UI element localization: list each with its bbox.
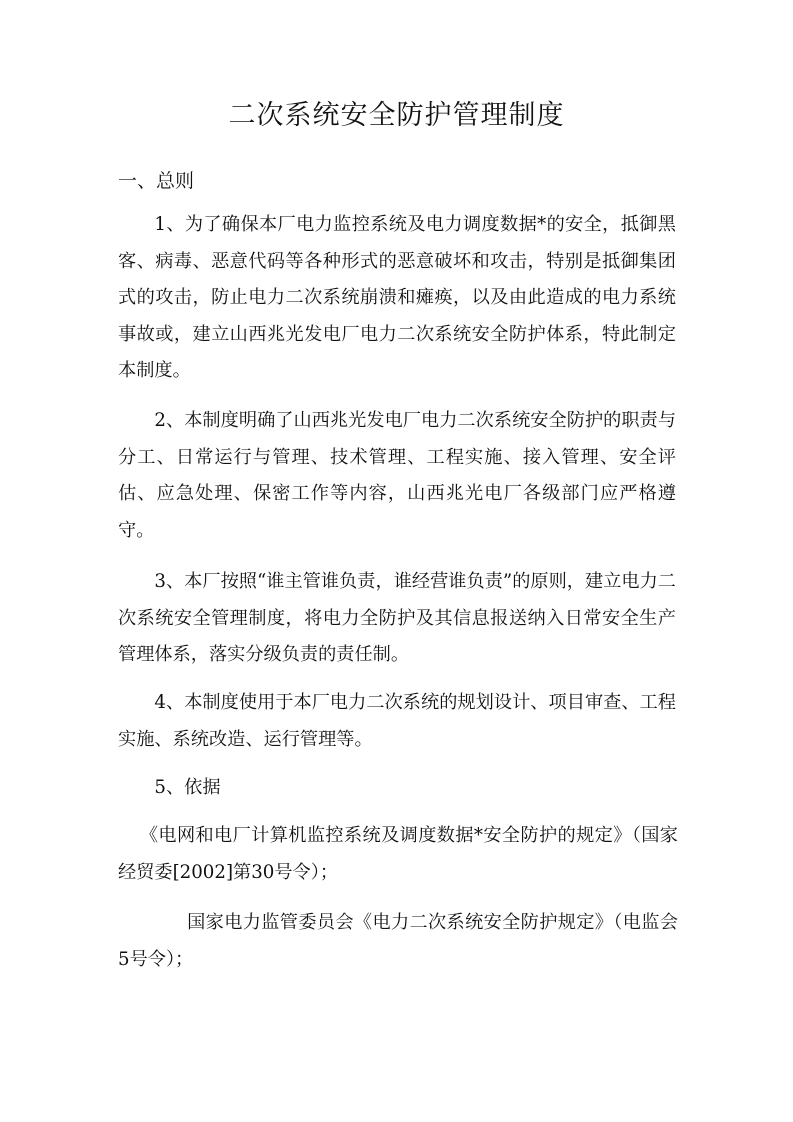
- reference-1: 《电网和电厂计算机监控系统及调度数据*安全防护的规定》（国家经贸委[2002]第30号令）；: [118, 825, 678, 883]
- reference-2: 国家电力监管委员会《电力二次系统安全防护规定》（电监会5号令）；: [118, 912, 678, 970]
- paragraph-1: 1、为了确保本厂电力监控系统及电力调度数据*的安全，抵御黑客、病毒、恶意代码等各种形式的恶意破坏和攻击，特别是抵御集团式的攻击，防止电力二次系统崩溃和瘫痪，以及由此造成的电力系统事故或，建立山西兆光发电厂电力二次系统安全防护体系，特此制定本制度。: [118, 214, 676, 382]
- paragraph-3: 3、本厂按照“谁主管谁负责，谁经营谁负责”的原则，建立电力二次系统安全管理制度，将电力全防护及其信息报送纳入日常安全生产管理体系，落实分级负责的责任制。: [118, 571, 676, 666]
- document-title: 二次系统安全防护管理制度: [228, 100, 565, 131]
- paragraph-2: 2、本制度明确了山西兆光发电厂电力二次系统安全防护的职责与分工、日常运行与管理、技术管理、工程实施、接入管理、安全评估、应急处理、保密工作等内容，山西兆光电厂各级部门应严格遵守。: [118, 410, 676, 541]
- paragraph-5: 5、依据: [154, 777, 221, 798]
- paragraph-4: 4、本制度使用于本厂电力二次系统的规划设计、项目审查、工程实施、系统改造、运行管理等。: [118, 692, 676, 750]
- section-heading: 一、总则: [118, 170, 195, 192]
